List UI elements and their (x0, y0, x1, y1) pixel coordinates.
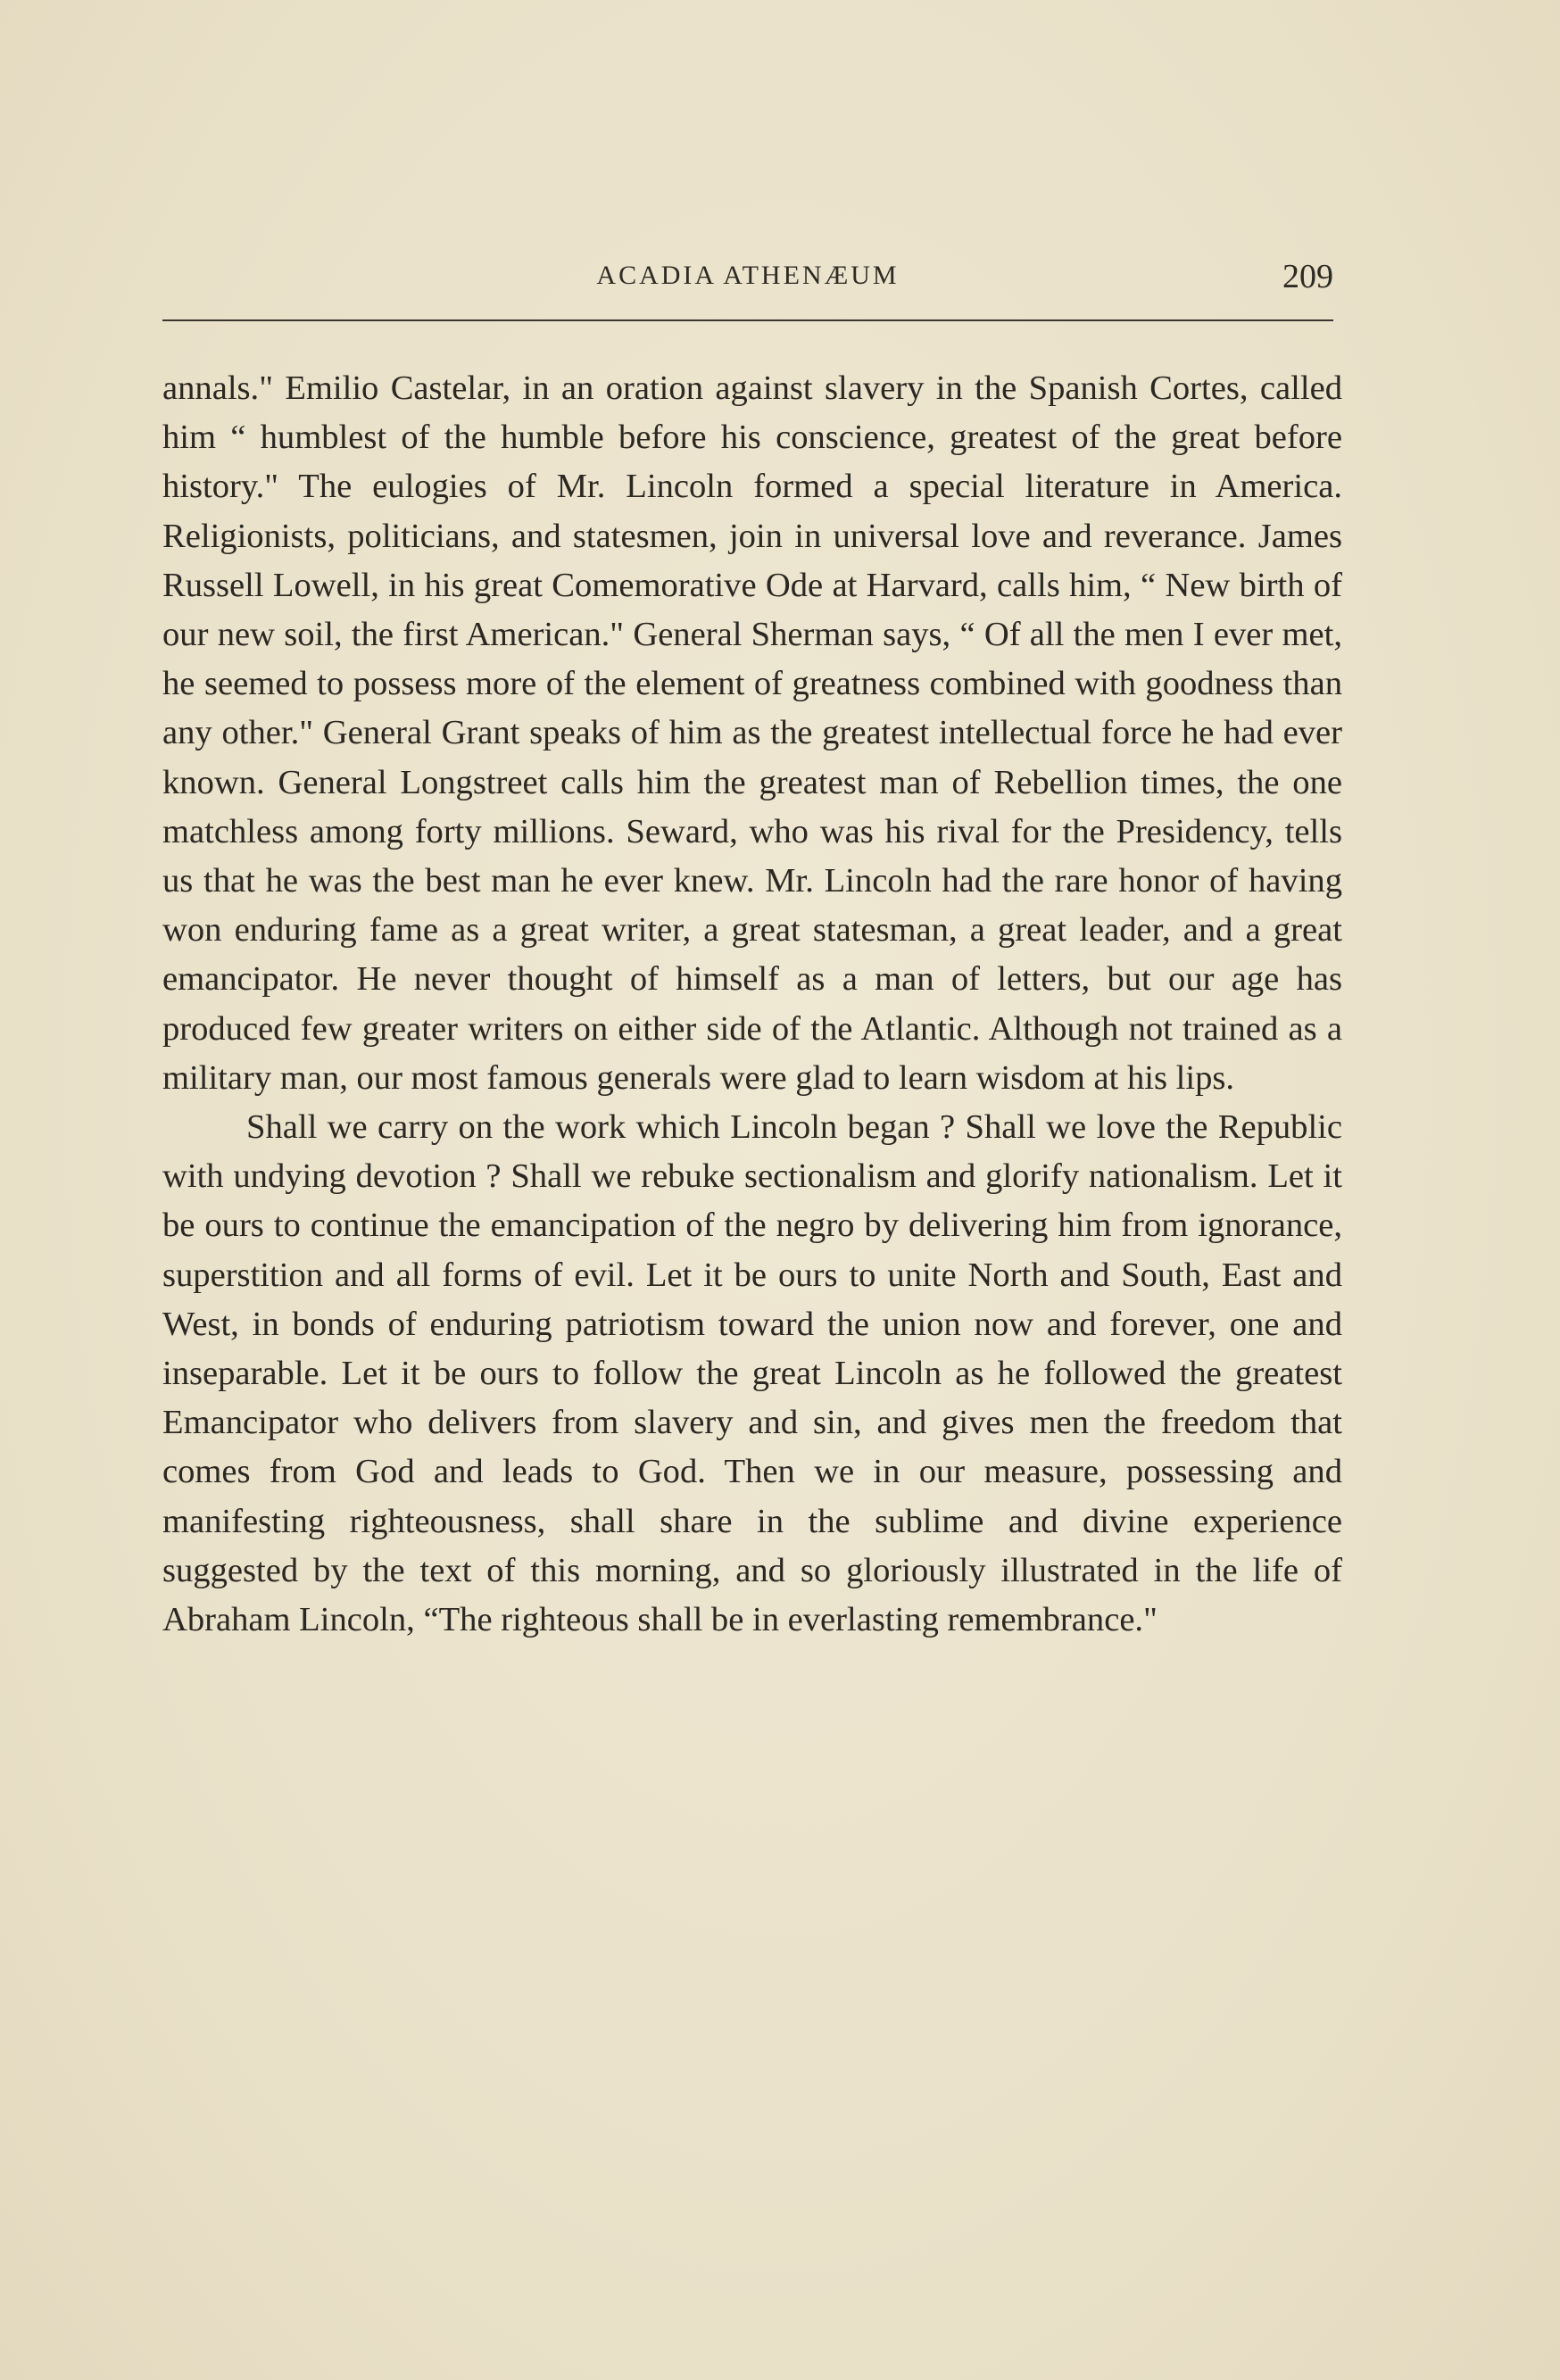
paragraph-closing: Shall we carry on the work which Lincoln began ? Shall we love the Republic with undying devotion ? Shall we rebuke sectionalism and glorify nationalism. Let it be ours to continue the emancipation of the negro by delivering him from ignorance, superstition and all forms of evil. Let it be ours to unite North and South, East and West, in bonds of enduring patriotism toward the union now and forever, one and inseparable. Let it be ours to follow the great Lincoln as he followed the greatest Emancipator who delivers from slavery and sin, and gives men the freedom that comes from God and leads to God. Then we in our measure, possessing and manifesting righteousness, shall share in the sublime and divine experience suggested by the text of this morning, and so gloriously illustrated in the life of Abraham Lincoln, “The righteous shall be in everlasting remembrance." (162, 1108, 1342, 1639)
header-rule (162, 319, 1333, 321)
page-number: 209 (1282, 258, 1333, 295)
running-title: ACADIA ATHENÆUM (596, 261, 900, 290)
paragraph-continuation: annals." Emilio Castelar, in an oration against slavery in the Spanish Cortes, called him “ humblest of the humble before his conscience, greatest of the great before history." The eulogies of Mr. Lincoln formed a special literature in America. Religionists, politicians, and statesmen, join in universal love and reverance. James Russell Lowell, in his great Comemorative Ode at Harvard, calls him, “ New birth of our new soil, the first American." General Sherman says, “ Of all the men I ever met, he seemed to possess more of the element of greatness combined with goodness than any other." General Grant speaks of him as the greatest intellectual force he had ever known. General Longstreet calls him the greatest man of Rebellion times, the one matchless among forty millions. Seward, who was his rival for the Presidency, tells us that he was the best man he ever knew. Mr. Lincoln had the rare honor of having won enduring fame as a great writer, a great statesman, a great leader, and a great emancipator. He never thought of himself as a man of letters, but our age has produced few greater writers on either side of the Atlantic. Although not trained as a military man, our most famous generals were glad to learn wisdom at his lips. (162, 369, 1342, 1097)
article-body (162, 364, 1342, 1645)
running-head (162, 258, 1333, 302)
